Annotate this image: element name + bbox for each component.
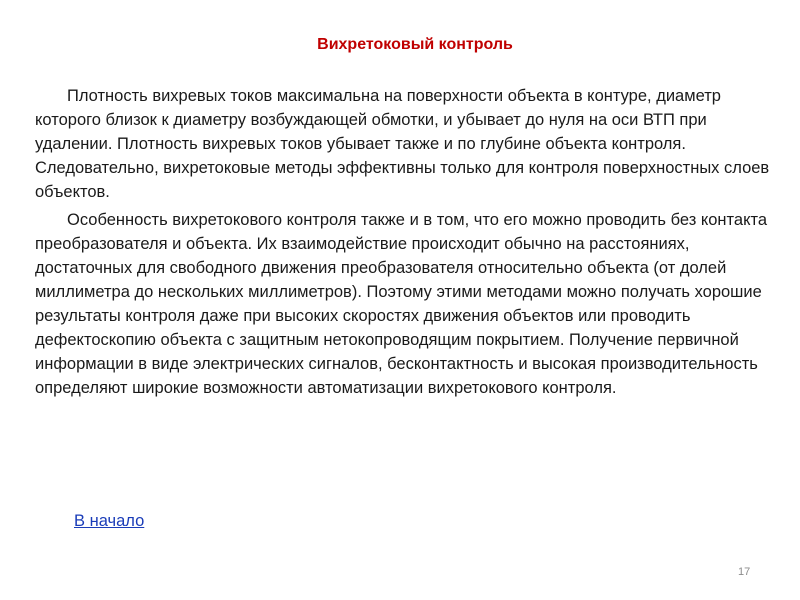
slide-title: Вихретоковый контроль xyxy=(317,36,513,53)
paragraph-2: Особенность вихретокового контроля также и в том, что его можно проводить без контакта преобразователя и объекта. Их взаимодействие происходит обычно на расстояниях, достаточных для свободного движения преобразователя относительно объекта (от долей миллиметра до нескольких миллиметров). Поэтому этими методами можно получать хорошие результаты контроля даже при высоких скоростях движения объектов или проводить дефектоскопию объекта с защитным нетокопроводящим покрытием. Получение первичной информации в виде электрических сигналов, бесконтактность и высокая производительность определяют широкие возможности автоматизации вихретокового контроля. xyxy=(35,211,768,397)
paragraph-1: Плотность вихревых токов максимальна на поверхности объекта в контуре, диаметр которого близок к диаметру возбуждающей обмотки, и убывает до нуля на оси ВТП при удалении. Плотность вихревых токов убывает также и по глубине объекта контроля. Следовательно, вихретоковые методы эффективны только для контроля поверхностных слоев объектов. xyxy=(35,87,770,201)
page-number: 17 xyxy=(738,566,751,578)
slide-body xyxy=(35,84,770,404)
home-link[interactable]: В начало xyxy=(74,512,145,530)
